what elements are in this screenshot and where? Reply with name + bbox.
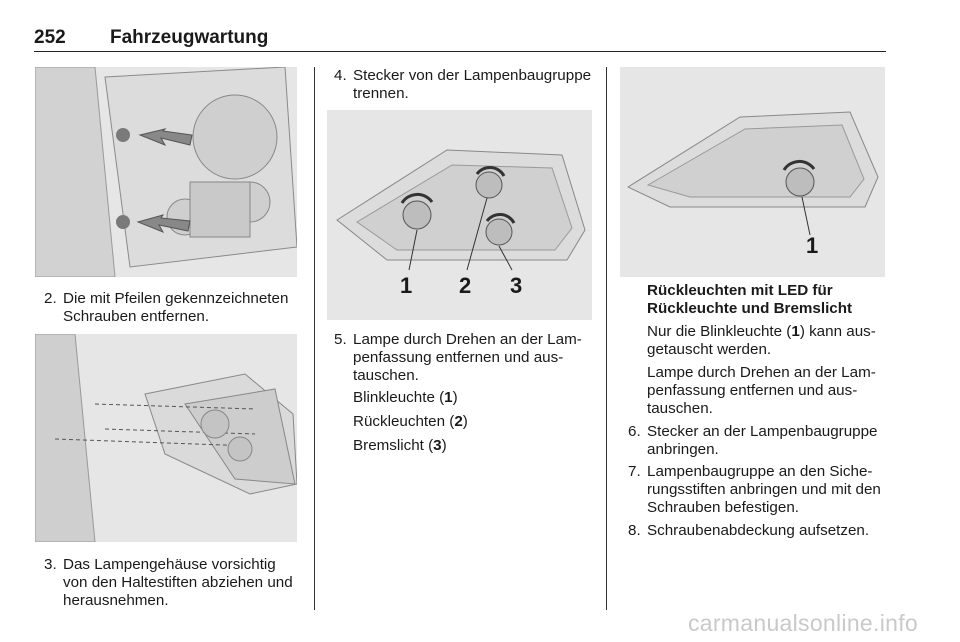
figure-rear-light-screws	[35, 67, 297, 277]
figure-lamp-housing-removal	[35, 334, 297, 542]
page-header	[34, 25, 886, 52]
page-number: 252	[34, 27, 66, 48]
step-8: 8. Schraubenabdeckung aufsetzen.	[628, 522, 870, 539]
step-6: 6. Stecker an der Lampenbaugruppe anbringen.	[628, 423, 878, 458]
chapter-title: Fahrzeugwartung	[110, 27, 269, 48]
figure-label-1: 1	[806, 233, 819, 258]
bulb-brake: Bremslicht (3)	[353, 437, 447, 454]
watermark: carmanualsonline.info	[687, 610, 918, 636]
paragraph-1: Nur die Blinkleuchte (1) kann ausgetauscht werden.	[647, 323, 876, 358]
paragraph-2: Lampe durch Drehen an der Lampenfassung entfernen und austauschen.	[647, 364, 876, 417]
figure-label-1: 1	[400, 273, 413, 298]
column-divider-2	[606, 67, 607, 610]
step-4: 4. Stecker von der Lampenbaugruppe trennen.	[334, 67, 592, 102]
figure-bulb-positions	[327, 110, 592, 320]
step-5: 5. Lampe durch Drehen an der Lampenfassung entfernen und austauschen.	[334, 331, 582, 384]
figure-led-rear-light	[620, 67, 885, 277]
step-2: 2. Die mit Pfeilen gekennzeichneten Schrauben entfernen.	[44, 290, 289, 325]
step-3: 3. Das Lampengehäuse vorsichtig von den Haltestiften abziehen und herausnehmen.	[44, 556, 293, 609]
bulb-tail: Rückleuchten (2)	[353, 413, 468, 430]
bulb-indicator: Blinkleuchte (1)	[353, 389, 458, 406]
column-divider-1	[314, 67, 315, 610]
step-7: 7. Lampenbaugruppe an den Sicherungsstiften anbringen und mit den Schrauben befestigen.	[628, 463, 881, 516]
figure-label-3: 3	[510, 273, 523, 298]
section-heading: Rückleuchten mit LED für Rückleuchte und Bremslicht	[647, 282, 853, 317]
figure-label-2: 2	[459, 273, 472, 298]
